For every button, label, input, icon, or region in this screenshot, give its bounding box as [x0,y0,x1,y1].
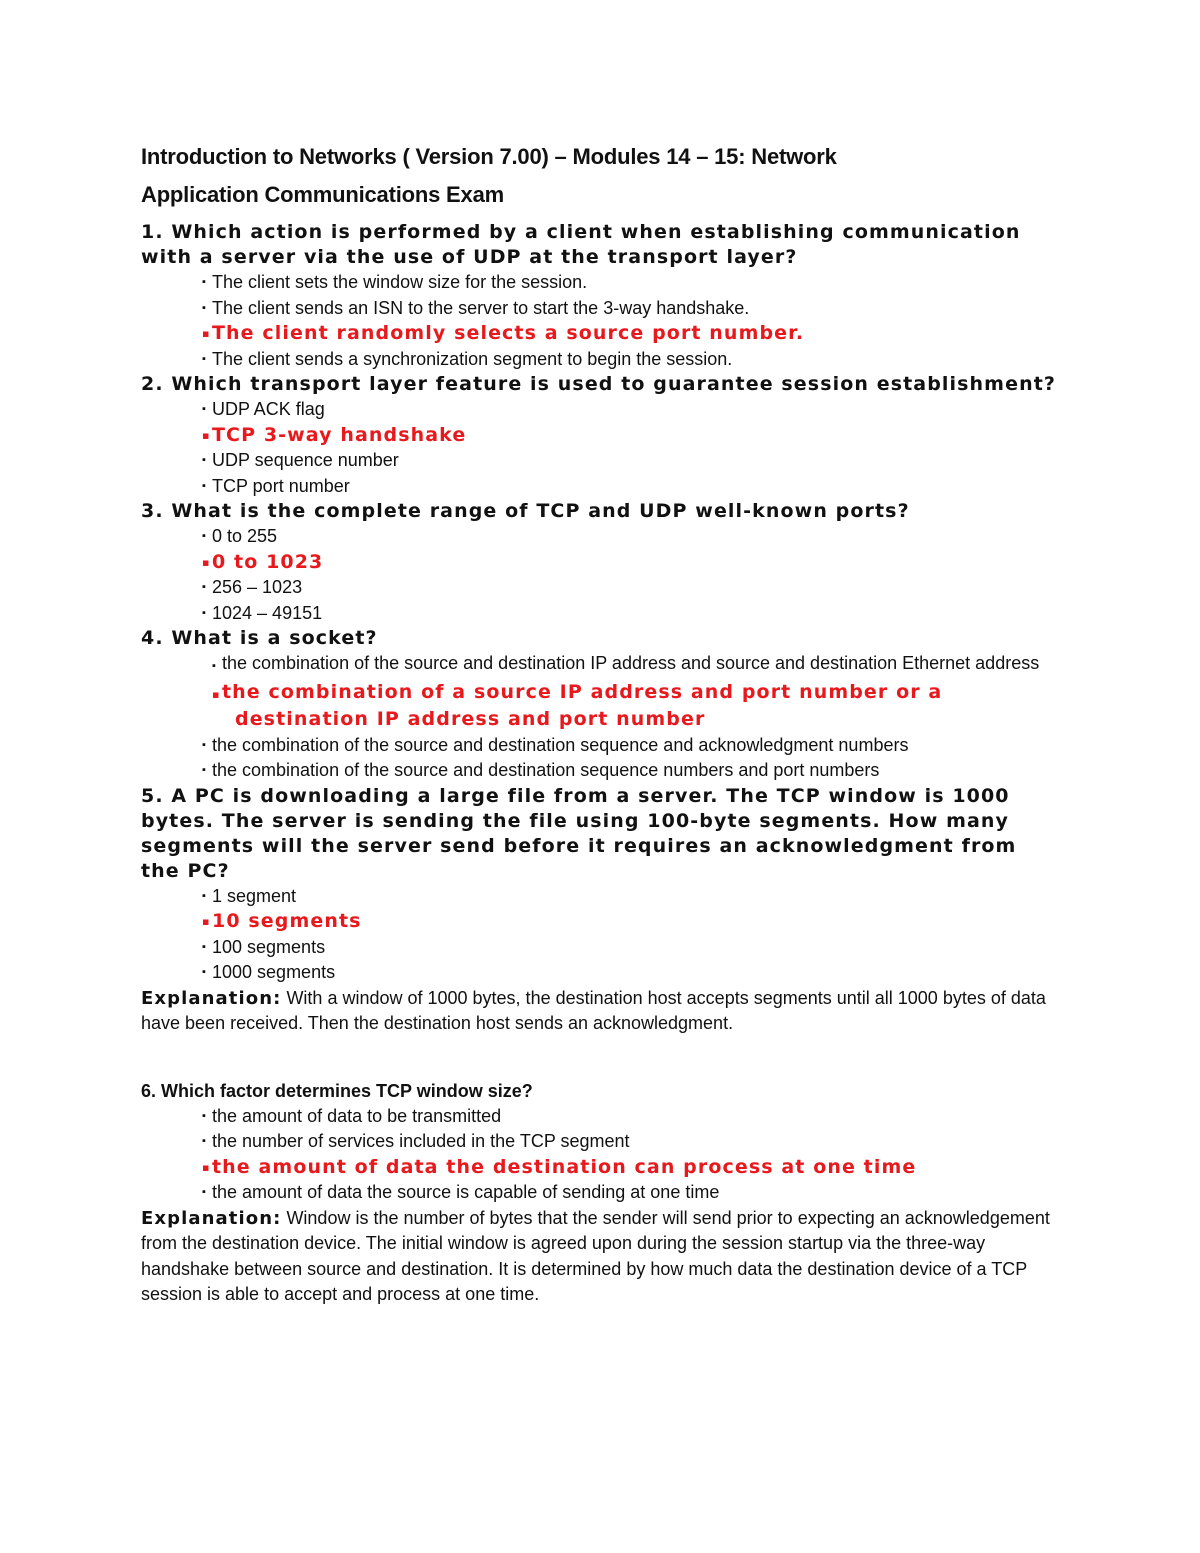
bullet-icon: ▪ [202,1186,206,1198]
explanation-label: Explanation: [141,987,282,1009]
question-block-6 [141,1079,1061,1308]
document-title [141,138,1061,214]
option-text: 1024 – 49151 [212,602,323,623]
bullet-icon: ▪ [202,428,211,442]
question-3-text: 3. What is the complete range of TCP and UDP well-known ports? [141,500,910,522]
option-item [202,474,1061,500]
option-item [202,651,1061,680]
bullet-icon: ▪ [202,966,206,978]
option-text: the amount of data the source is capable of sending at one time [212,1182,720,1202]
bullet-icon: ▪ [202,915,211,928]
correct-option-item [202,909,1061,935]
option-item [202,296,1061,322]
option-item [202,347,1061,373]
option-text: 1 segment [212,885,297,906]
option-item [202,397,1061,423]
bullet-icon: ▪ [202,555,211,569]
title-line-2: Application Communications Exam [141,182,504,207]
question-6-options [141,1104,1061,1206]
option-item [202,575,1061,601]
option-item [202,935,1061,961]
option-text: TCP 3-way handshake [212,423,467,446]
question-3-options [141,524,1061,626]
option-item [202,733,1061,759]
bullet-icon: ▪ [202,327,211,340]
option-item [202,601,1061,627]
bullet-icon: ▪ [202,940,206,953]
correct-option-item [202,321,1061,347]
option-item [202,524,1061,550]
option-text: 100 segments [212,936,326,957]
bullet-icon: ▪ [202,581,206,593]
option-item [202,758,1061,784]
correct-option-item [202,423,1061,449]
correct-option-item [202,550,1061,576]
option-item [202,1129,1061,1155]
question-6-explanation [141,1206,1061,1308]
question-4-options [141,651,1061,784]
section-spacer [141,1037,1061,1075]
question-5-text: 5. A PC is downloading a large file from a server. The TCP window is 1000 bytes. The server is sending the file using 100-byte segments. How many segments will the server send before it requires an acknowledgment from the PC? [141,784,1017,882]
question-5-explanation [141,986,1061,1037]
question-block-5 [141,784,1061,1037]
bullet-icon: ▪ [202,1135,206,1147]
explanation-label: Explanation: [141,1207,282,1229]
question-4-text: 4. What is a socket? [141,627,378,649]
question-2-text: 2. Which transport layer feature is used to guarantee session establishment? [141,373,1056,395]
option-text: TCP port number [212,475,350,496]
bullet-icon: ▪ [212,660,216,672]
option-text: the amount of data the destination can process at one time [212,1155,917,1178]
bullet-icon: ▪ [202,352,206,365]
bullet-icon: ▪ [202,764,206,776]
option-text: the combination of the source and destination sequence numbers and port numbers [212,760,880,780]
question-1-text: 1. Which action is performed by a client when establishing communication with a server via the use of UDP at the transport layer? [141,221,1021,268]
question-block-4 [141,626,1061,784]
option-item [202,1180,1061,1206]
question-2-options [141,397,1061,499]
option-text: 1000 segments [212,962,336,982]
bullet-icon: ▪ [202,530,206,542]
correct-option-item [202,680,1061,733]
option-text: the combination of a source IP address and port number or a destination IP address and port number [222,680,943,730]
option-text: The client randomly selects a source port number. [212,322,805,344]
bullet-icon: ▪ [202,479,206,492]
option-text: 10 segments [212,910,362,932]
question-5-options [141,884,1061,986]
bullet-icon: ▪ [202,276,206,288]
option-text: the combination of the source and destination sequence and acknowledgment numbers [212,734,909,755]
question-block-3 [141,499,1061,626]
correct-option-item [202,1155,1061,1181]
option-item [202,884,1061,910]
option-text: The client sends a synchronization segment to begin the session. [212,348,733,369]
explanation-text: Window is the number of bytes that the sender will send prior to expecting an acknowledgement from the destination device. The initial window is agreed upon during the session startup via the three-way handshake between source and destination. It is determined by how much data the destination device of a TCP session is able to accept and process at one time. [141,1207,1050,1304]
option-text: 0 to 1023 [212,550,324,573]
bullet-icon: ▪ [202,606,206,619]
bullet-icon: ▪ [202,301,206,314]
exam-document [141,138,1061,1308]
explanation-text: With a window of 1000 bytes, the destination host accepts segments until all 1000 bytes of data have been received. Then the destination host sends an acknowledgment. [141,987,1046,1033]
option-text: the amount of data to be transmitted [212,1105,502,1126]
bullet-icon: ▪ [202,403,206,415]
question-1-options [141,270,1061,372]
option-item [202,1104,1061,1130]
bullet-icon: ▪ [202,454,206,466]
option-text: UDP sequence number [212,450,399,470]
option-text: The client sets the window size for the session. [212,272,588,292]
option-text: UDP ACK flag [212,399,325,419]
option-item [202,960,1061,986]
bullet-icon: ▪ [202,738,206,751]
bullet-icon: ▪ [202,889,206,902]
option-item [202,448,1061,474]
option-text: 0 to 255 [212,526,278,546]
title-line-1: Introduction to Networks ( Version 7.00) – Modules 14 – 15: Network [141,144,837,169]
bullet-icon: ▪ [202,1160,211,1174]
question-block-1 [141,220,1061,372]
question-6-text: 6. Which factor determines TCP window size? [141,1080,533,1101]
option-text: the combination of the source and destination IP address and source and destination Ethernet address [222,653,1040,673]
question-block-2 [141,372,1061,499]
option-text: the number of services included in the TCP segment [212,1131,630,1151]
option-text: The client sends an ISN to the server to start the 3-way handshake. [212,297,750,318]
option-text: 256 – 1023 [212,577,303,597]
option-item [202,270,1061,296]
bullet-icon: ▪ [202,1109,206,1122]
bullet-icon: ▪ [212,687,221,701]
